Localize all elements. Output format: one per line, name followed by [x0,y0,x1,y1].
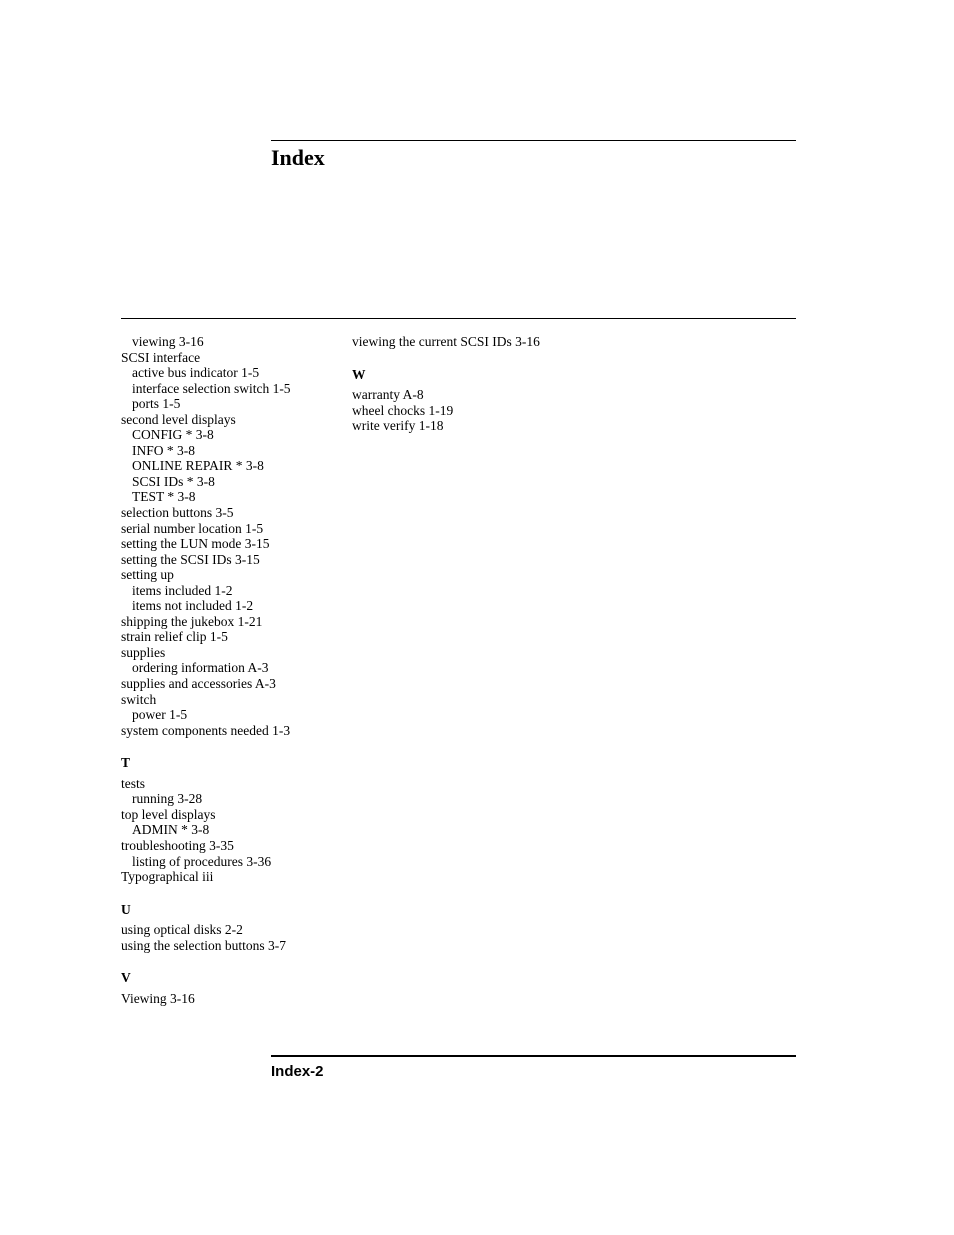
index-entry: tests [121,775,146,791]
index-entry: write verify 1-18 [352,418,444,434]
index-entry: using optical disks 2-2 [121,922,243,938]
page-title: Index [271,145,325,170]
index-entry: top level displays [121,806,216,822]
letter-group-spacer [121,885,341,902]
index-entry: shipping the jukebox 1-21 [121,613,263,629]
index-subentry: ports 1-5 [132,396,181,412]
index-entry: setting the LUN mode 3-15 [121,536,270,552]
index-letter-heading: U [121,901,131,917]
index-entry: troubleshooting 3-35 [121,837,234,853]
index-entry: system components needed 1-3 [121,722,291,738]
index-subentry: items not included 1-2 [132,598,254,614]
index-entry: wheel chocks 1-19 [352,402,454,418]
index-subentry: ordering information A-3 [132,660,269,676]
index-subentry: listing of procedures 3-36 [132,853,272,869]
index-entry: setting up [121,567,174,583]
index-entry: supplies and accessories A-3 [121,676,276,692]
index-entry: switch [121,691,157,707]
index-entry: Viewing 3-16 [121,990,195,1006]
index-entry: SCSI interface [121,349,201,365]
index-entry: serial number location 1-5 [121,520,264,536]
header-bottom-rule [121,318,796,319]
index-subentry: CONFIG * 3-8 [132,427,214,443]
index-subentry: items included 1-2 [132,582,233,598]
index-letter-heading: W [352,366,366,382]
index-subentry: interface selection switch 1-5 [132,380,291,396]
index-subentry: active bus indicator 1-5 [132,365,260,381]
index-entry: strain relief clip 1-5 [121,629,228,645]
index-subentry: ADMIN * 3-8 [132,822,210,838]
index-entry: second level displays [121,411,236,427]
letter-group-spacer [121,738,341,755]
index-letter-heading: T [121,755,131,771]
index-entry: viewing the current SCSI IDs 3-16 [352,334,540,349]
index-letter-heading: V [121,970,131,986]
index-entry: supplies [121,644,166,660]
index-entry: using the selection buttons 3-7 [121,937,286,953]
index-entry: selection buttons 3-5 [121,505,234,521]
index-subentry: viewing 3-16 [132,334,204,349]
footer-rule [271,1055,796,1057]
letter-group-spacer [121,953,341,970]
index-subentry: ONLINE REPAIR * 3-8 [132,458,264,474]
index-subentry: SCSI IDs * 3-8 [132,473,215,489]
footer-page-label: Index-2 [271,1063,324,1080]
index-entry: setting the SCSI IDs 3-15 [121,551,260,567]
index-subentry: running 3-28 [132,791,203,807]
index-column-left [121,334,341,1006]
index-subentry: power 1-5 [132,707,188,723]
index-entry: warranty A-8 [352,387,424,403]
index-subentry: INFO * 3-8 [132,442,195,458]
index-subentry: TEST * 3-8 [132,489,196,505]
index-column-right [352,334,652,434]
index-entry: Typographical iii [121,869,214,885]
letter-group-spacer [352,350,652,367]
header-top-rule [271,140,796,141]
